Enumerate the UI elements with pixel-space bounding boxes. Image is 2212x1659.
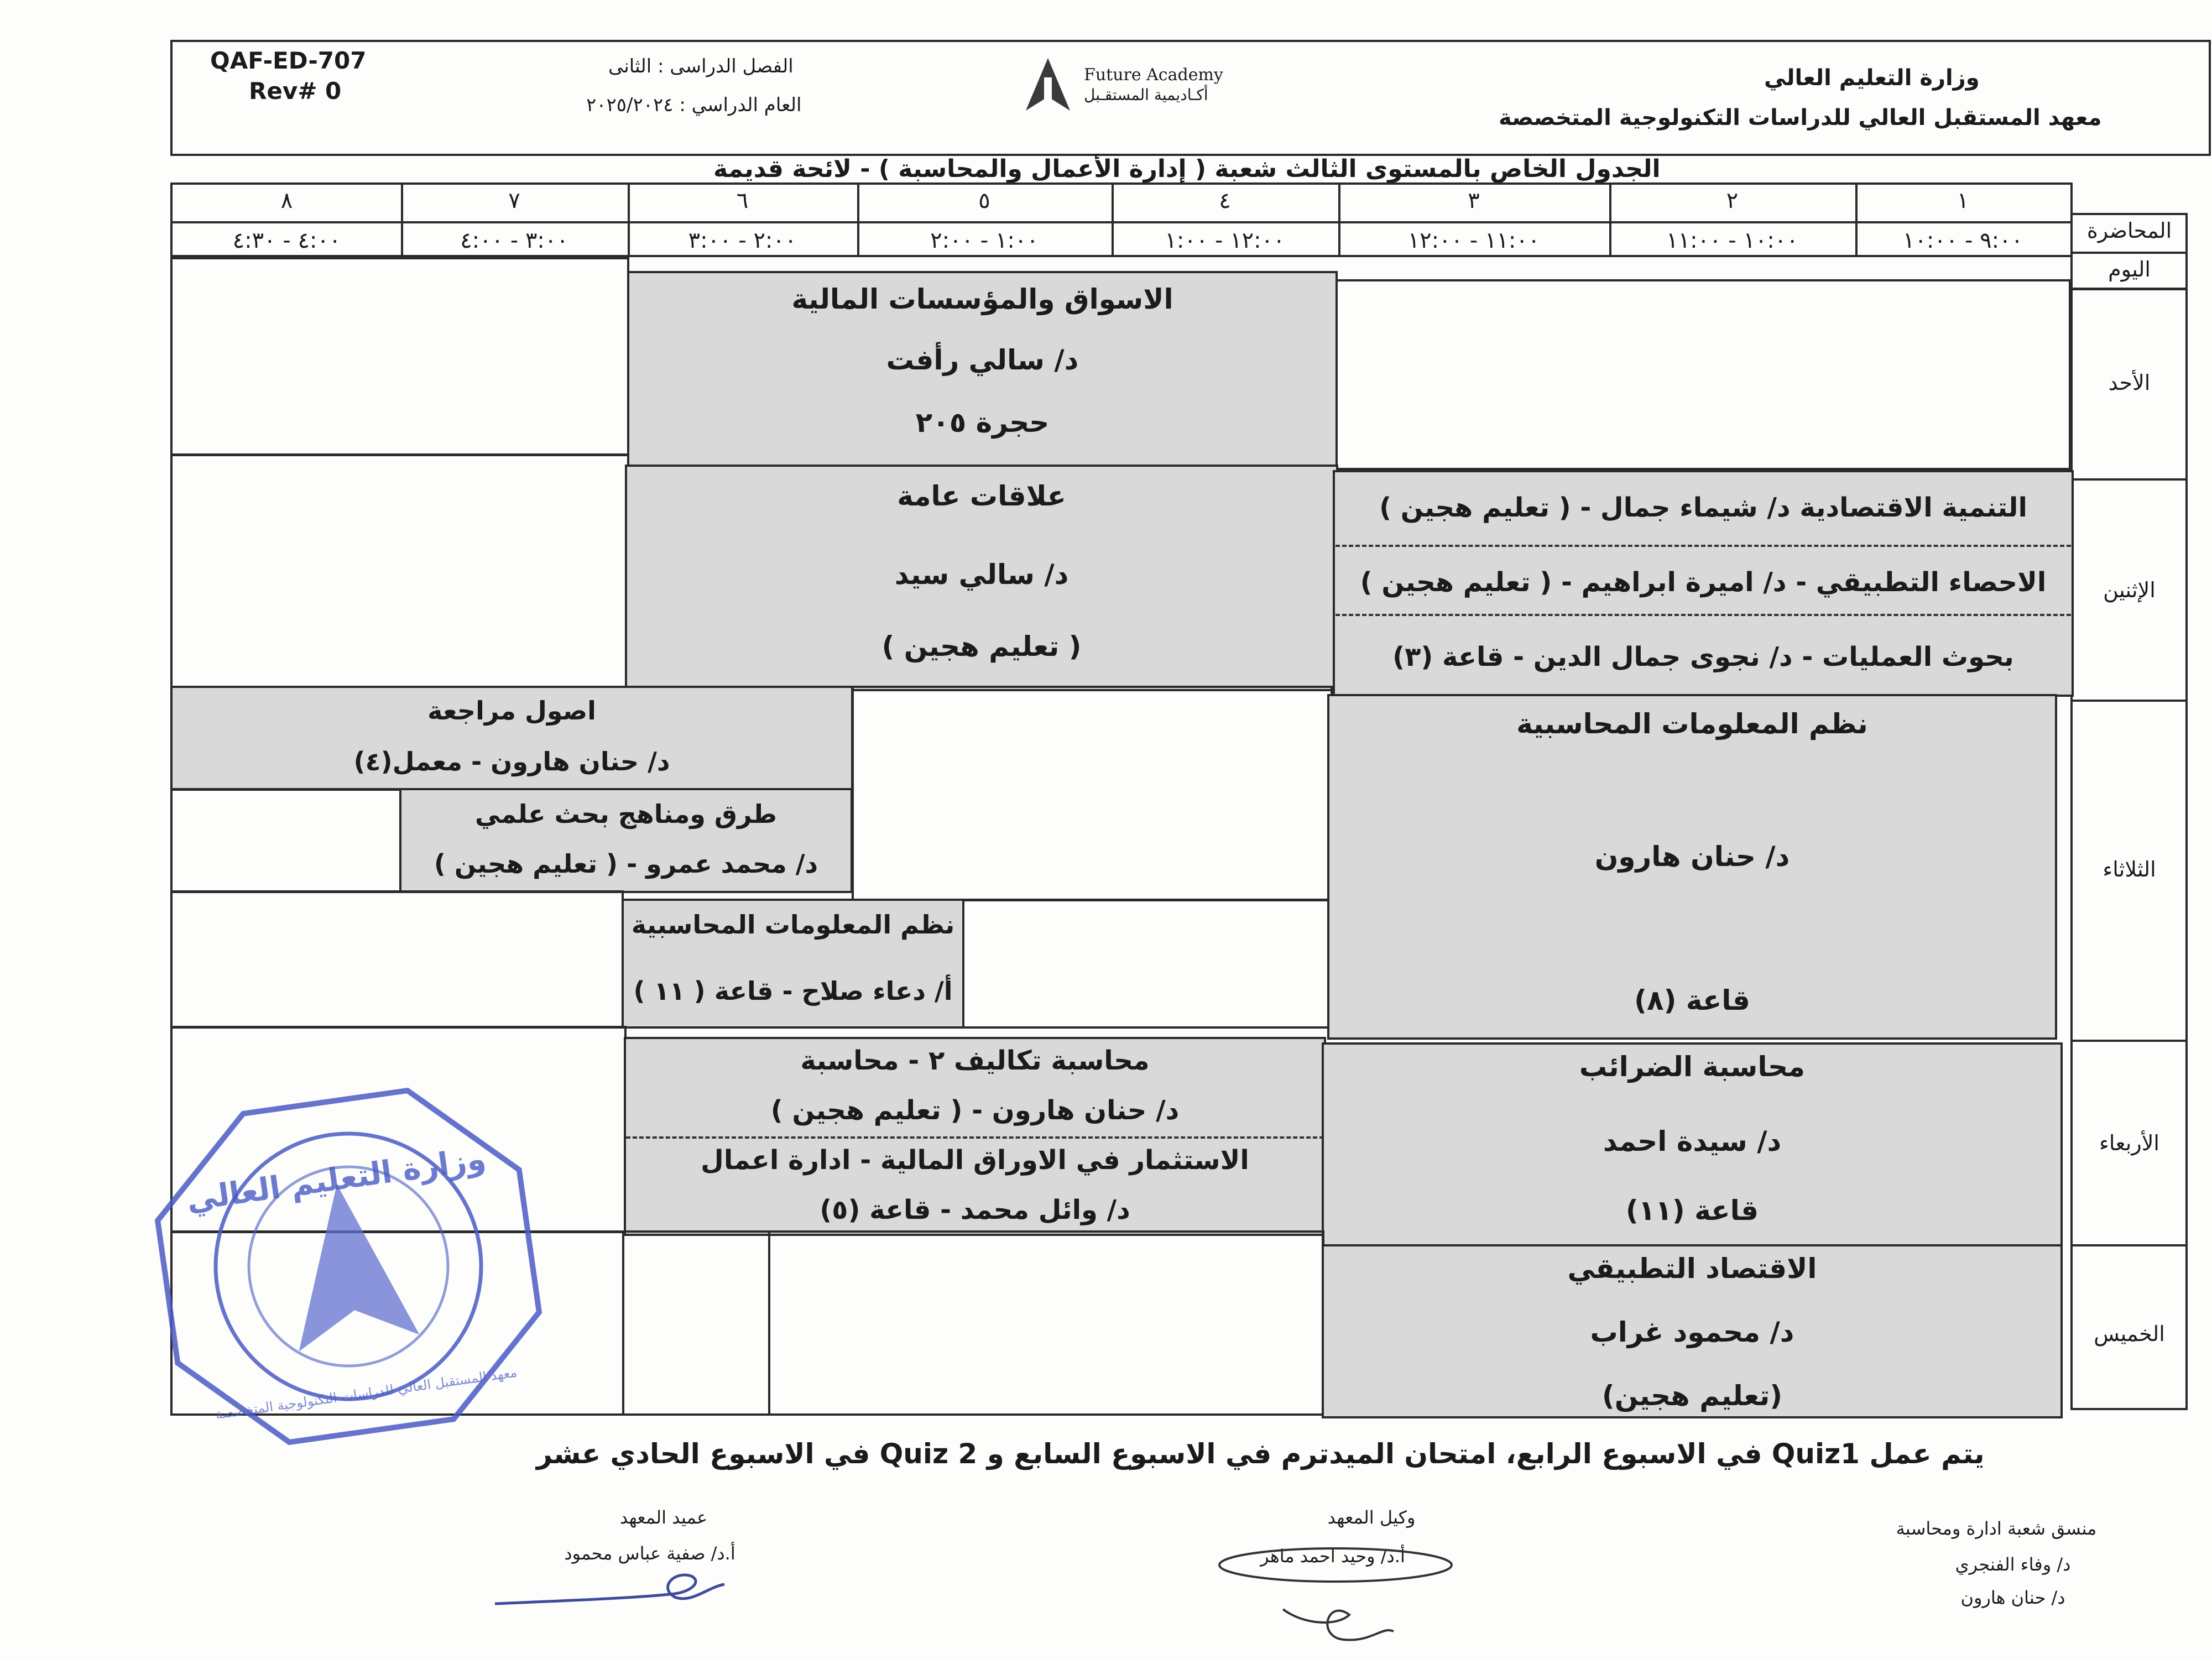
vice-signature	[1217, 1543, 1471, 1653]
period-time: ٣:٠٠ - ٤:٠٠	[460, 228, 568, 253]
dean-name: أ.د/ صفية عباس محمود	[564, 1543, 735, 1564]
ministry-name: وزارة التعليم العالي	[1764, 65, 1980, 91]
tuesday-empty-mid	[852, 686, 1333, 901]
period-time: ١:٠٠ - ٢:٠٠	[930, 228, 1039, 253]
sunday-room: حجرة ٢٠٥	[915, 406, 1050, 439]
institute-name: معهد المستقبل العالي للدراسات التكنولوجية المتخصصة	[1499, 105, 2102, 131]
label-divider	[2070, 252, 2188, 254]
tuesday-doctor: د/ حنان هارون	[1594, 841, 1790, 873]
thursday-doctor: د/ محمود غراب	[1590, 1316, 1794, 1348]
academy-logo-icon	[1023, 55, 1073, 116]
period-number: ٣	[1468, 188, 1480, 213]
period-divider	[1112, 182, 1114, 257]
wednesday-invest-subject: الاستثمار في الاوراق المالية - ادارة اعمال	[701, 1145, 1249, 1176]
period-number: ٢	[1726, 188, 1739, 213]
sunday-doctor: د/ سالي رأفت	[886, 344, 1079, 376]
day-sunday: الأحد	[2108, 371, 2151, 395]
academic-year: العام الدراسي : ٢٠٢٥/٢٠٢٤	[586, 94, 802, 116]
day-divider	[2070, 478, 2188, 481]
thursday-subject: الاقتصاد التطبيقي	[1567, 1253, 1817, 1285]
period-divider	[1338, 182, 1340, 257]
period-divider	[1609, 182, 1611, 257]
tuesday-audit-doctor: د/ حنان هارون - معمل(٤)	[353, 747, 670, 776]
monday-empty-late	[170, 453, 629, 691]
wednesday-subject: محاسبة الضرائب	[1579, 1051, 1806, 1083]
days-column	[2070, 288, 2188, 1410]
monday-pr-doctor: د/ سالي سيد	[894, 559, 1069, 591]
thursday-mode: (تعليم هجين)	[1601, 1380, 1783, 1412]
sunday-empty-late	[170, 257, 629, 456]
logo-arabic: أكـاديمية المستقـبل	[1084, 86, 1208, 104]
revision: Rev# 0	[249, 77, 342, 105]
day-thursday: الخميس	[2094, 1322, 2165, 1346]
monday-divider	[1335, 614, 2071, 616]
coordinator-1: د/ وفاء الفنجري	[1955, 1554, 2071, 1575]
period-divider	[401, 182, 403, 257]
period-time: ٤:٠٠ - ٤:٣٠	[232, 228, 341, 253]
day-divider	[2070, 700, 2188, 702]
period-number: ٨	[280, 188, 293, 213]
monday-divider	[1335, 545, 2071, 547]
wednesday-room: قاعة (١١)	[1625, 1194, 1759, 1227]
semester: الفصل الدراسى : الثانى	[608, 55, 794, 77]
period-time: ٩:٠٠ - ١٠:٠٠	[1902, 228, 2023, 253]
tuesday-research-subject: طرق ومناهج بحث علمي	[475, 799, 777, 829]
coordinator-2: د/ حنان هارون	[1960, 1587, 2065, 1608]
period-number: ٦	[736, 188, 749, 213]
tuesday-empty-bottom-left	[170, 890, 624, 1029]
day-monday: الإثنين	[2103, 578, 2156, 602]
period-number: ١	[1957, 188, 1969, 213]
period-time: ١١:٠٠ - ١٢:٠٠	[1407, 228, 1540, 253]
monday-pr-subject: علاقات عامة	[897, 480, 1066, 512]
wednesday-cost-doctor: د/ حنان هارون - ( تعليم هجين )	[770, 1095, 1180, 1126]
day-tuesday: الثلاثاء	[2103, 857, 2156, 881]
thursday-empty-mid	[622, 1230, 1324, 1416]
tuesday-room: قاعة (٨)	[1634, 984, 1750, 1016]
lecture-label: المحاضرة	[2086, 218, 2172, 243]
vice-name: أ.د/ وحيد احمد ماهر	[1260, 1546, 1405, 1567]
coordinator-title: منسق شعبة ادارة ومحاسبة	[1896, 1518, 2097, 1539]
day-divider	[2070, 1244, 2188, 1246]
tuesday-research-doctor: د/ محمد عمرو - ( تعليم هجين )	[434, 849, 818, 879]
logo-english: Future Academy	[1084, 65, 1223, 85]
tuesday-section-subject: نظم المعلومات المحاسبية	[631, 910, 955, 940]
period-divider	[857, 182, 859, 257]
day-divider	[2070, 1040, 2188, 1042]
monday-line-1: التنمية الاقتصادية د/ شيماء جمال - ( تعليم هجين )	[1379, 492, 2027, 523]
vice-title: وكيل المعهد	[1327, 1507, 1416, 1528]
period-time: ٢:٠٠ - ٣:٠٠	[688, 228, 797, 253]
day-label: اليوم	[2108, 257, 2151, 281]
dean-title: عميد المعهد	[619, 1507, 708, 1528]
monday-line-3: بحوث العمليات - د/ نجوى جمال الدين - قاعة (٣)	[1392, 641, 2014, 672]
period-divider	[1855, 182, 1858, 257]
form-code: QAF-ED-707	[210, 47, 367, 74]
wednesday-invest-doctor: د/ وائل محمد - قاعة (٥)	[820, 1194, 1130, 1225]
day-wednesday: الأربعاء	[2099, 1131, 2159, 1155]
sunday-subject: الاسواق والمؤسسات المالية	[791, 283, 1173, 315]
quiz-note: يتم عمل Quiz1 في الاسبوع الرابع، امتحان الميدترم في الاسبوع السابع و Quiz 2 في الاسبوع الحادي عشر	[536, 1438, 1985, 1470]
tuesday-subject: نظم المعلومات المحاسبية	[1516, 708, 1868, 740]
period-number: ٥	[978, 188, 990, 213]
period-header-divider	[170, 221, 2073, 223]
period-time: ١٠:٠٠ - ١١:٠٠	[1666, 228, 1798, 253]
wednesday-doctor: د/ سيدة احمد	[1603, 1125, 1782, 1157]
dean-signature	[492, 1571, 735, 1615]
tuesday-section-teacher: أ/ دعاء صلاح - قاعة ( ١١ )	[633, 976, 953, 1006]
tuesday-empty-last	[170, 788, 403, 893]
ministry-stamp	[149, 1078, 547, 1454]
period-time: ١٢:٠٠ - ١:٠٠	[1165, 228, 1285, 253]
wednesday-cost-subject: محاسبة تكاليف ٢ - محاسبة	[800, 1045, 1150, 1076]
page-title: الجدول الخاص بالمستوى الثالث شعبة ( إدارة الأعمال والمحاسبة ) - لائحة قديمة	[713, 155, 1661, 183]
tuesday-audit-subject: اصول مراجعة	[427, 696, 596, 726]
period-number: ٧	[508, 188, 520, 213]
period-number: ٤	[1219, 188, 1231, 213]
monday-pr-mode: ( تعليم هجين )	[881, 630, 1082, 662]
tuesday-empty-bottom-mid	[962, 899, 1330, 1029]
period-divider	[628, 182, 630, 257]
monday-line-2: الاحصاء التطبيقي - د/ اميرة ابراهيم - ( تعليم هجين )	[1360, 567, 2047, 598]
stamp-bottom-text: معهد المستقبل العالي للدراسات التكنولوجية المتخصصة	[214, 1364, 518, 1422]
wednesday-divider	[626, 1136, 1324, 1139]
stamp-top-text: وزارة التعليم العالي	[184, 1140, 488, 1219]
sunday-empty-early	[1335, 279, 2071, 470]
